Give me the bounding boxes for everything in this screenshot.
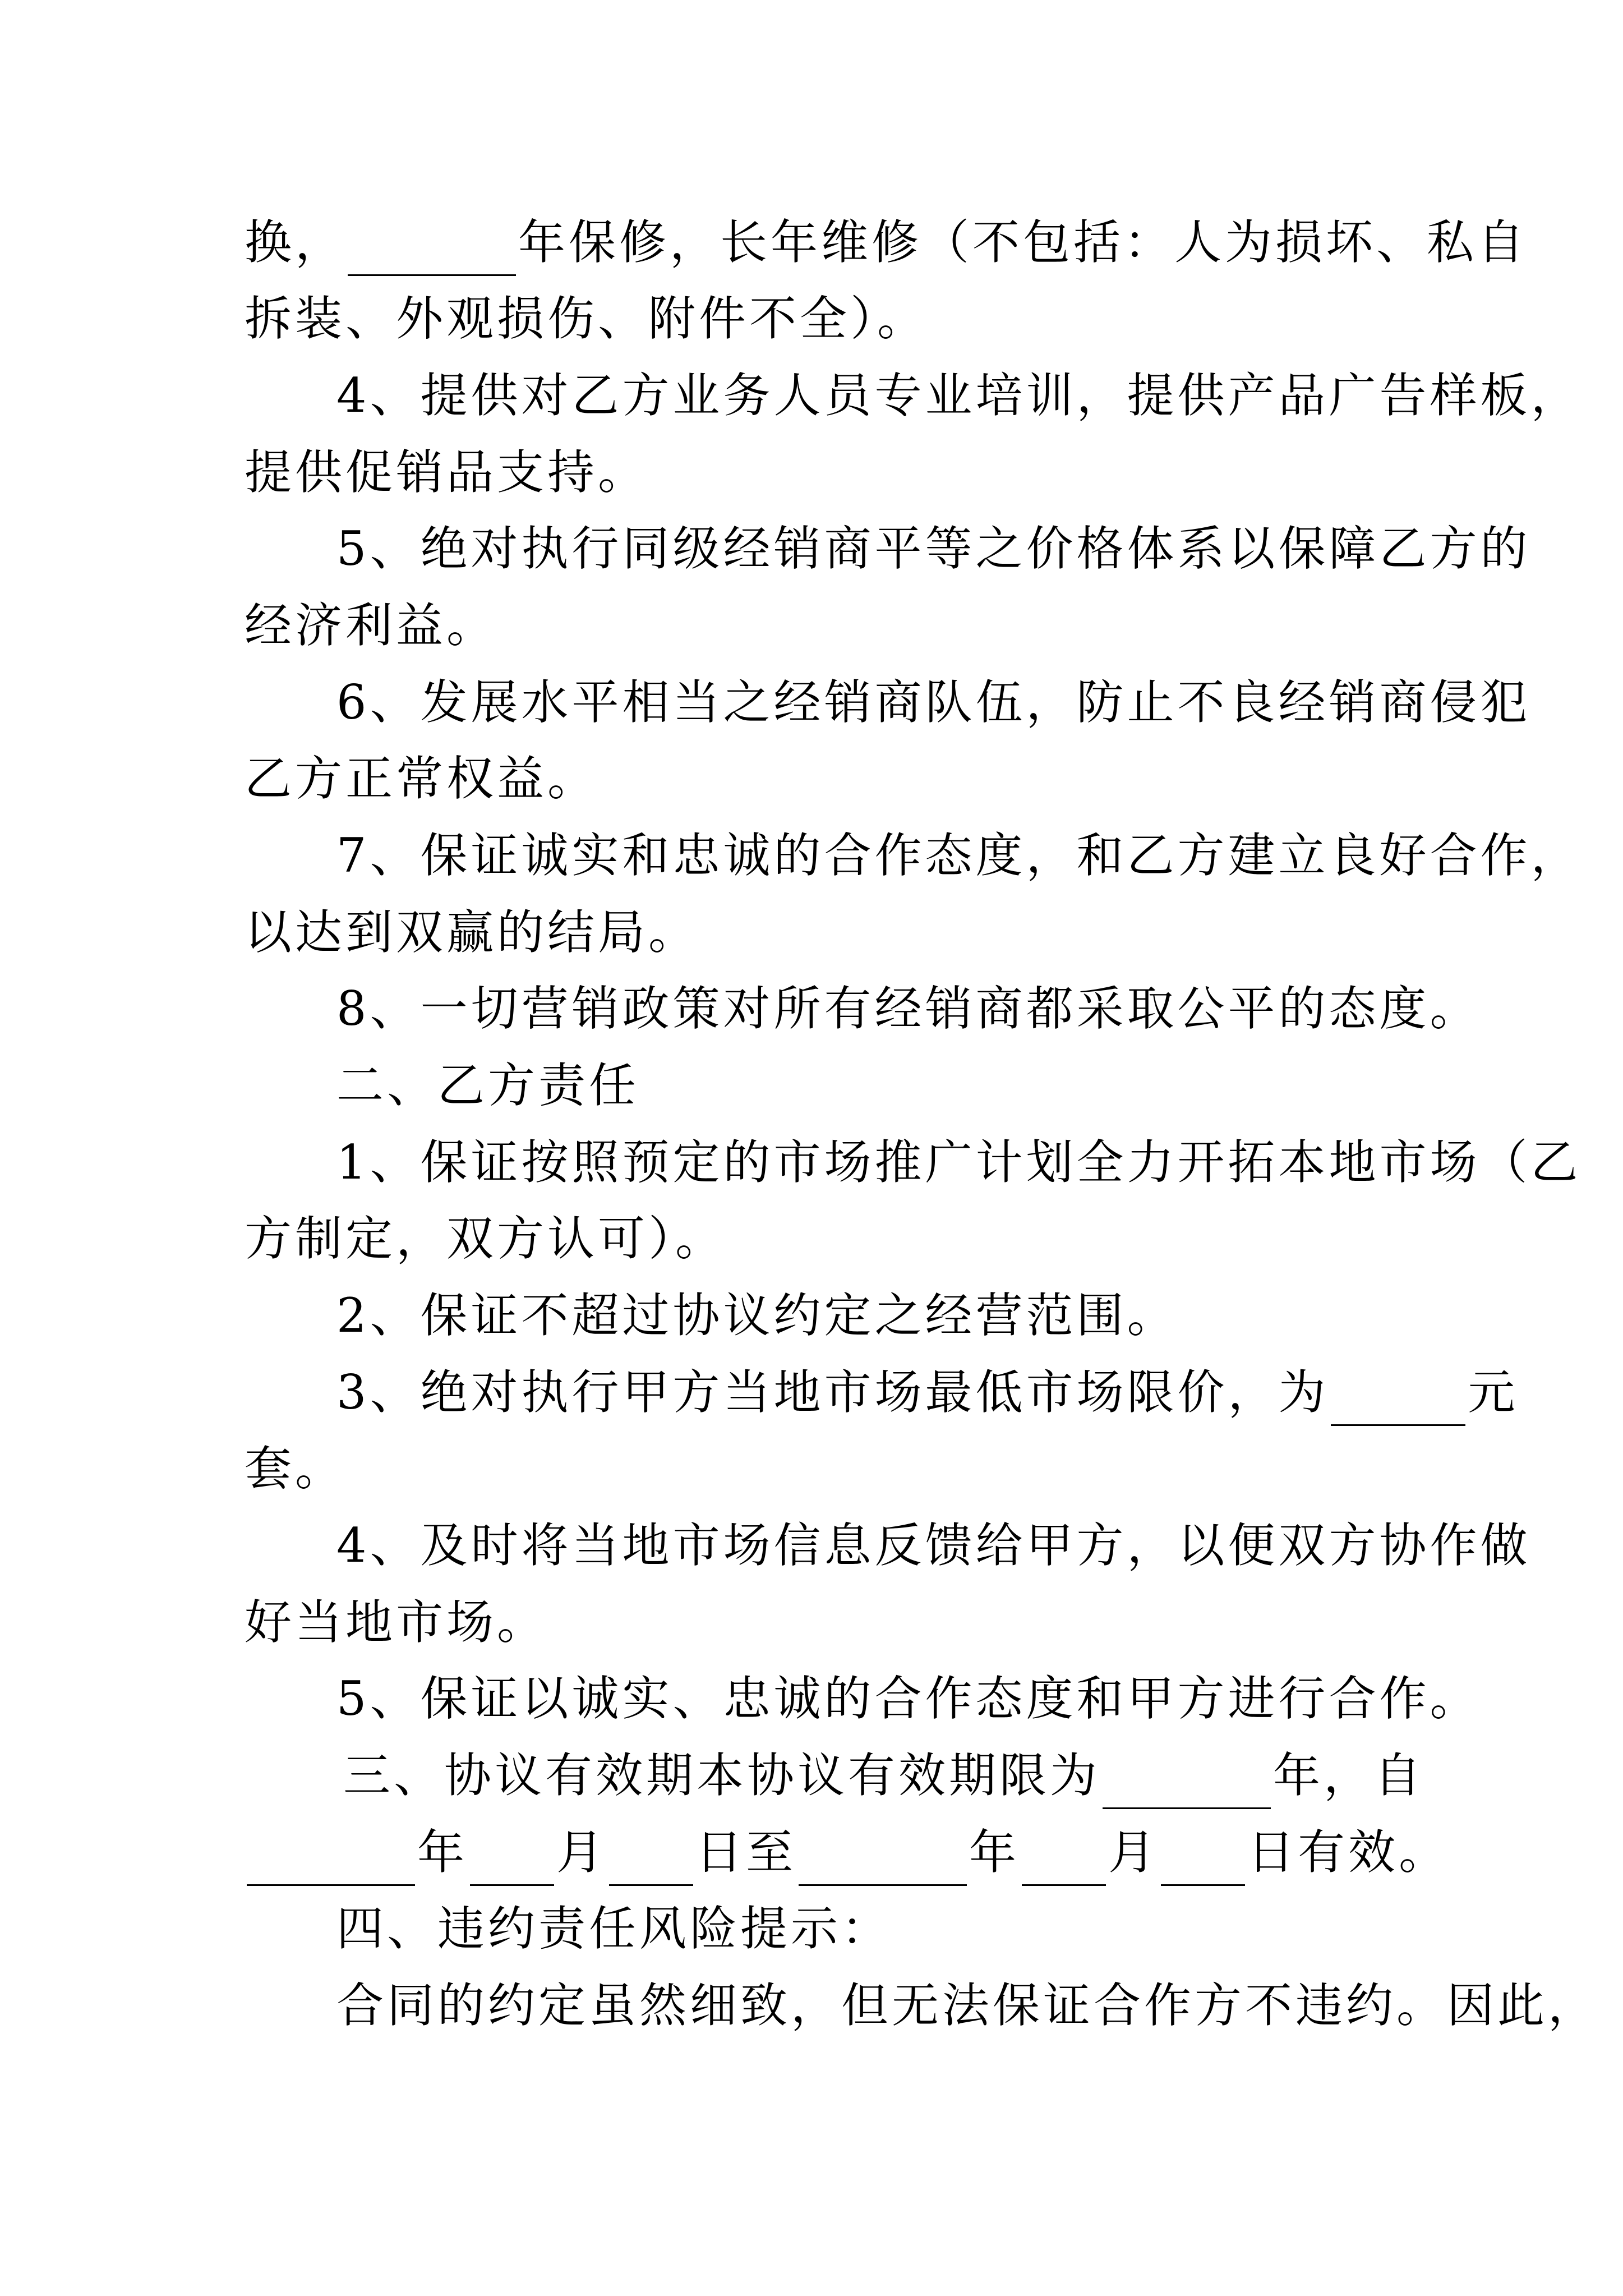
section-heading: 四、违约责任风险提示： xyxy=(336,1901,892,1956)
text-segment: 元 xyxy=(1468,1365,1519,1420)
text-line xyxy=(245,209,1528,276)
text-line: 方制定，双方认可）。 xyxy=(245,1211,726,1266)
text-segment: 年 xyxy=(417,1825,468,1880)
text-line: 8、一切营销政策对所有经销商都采取公平的态度。 xyxy=(336,981,1481,1036)
text-segment: 3、绝对执行甲方当地市场最低市场限价，为 xyxy=(336,1365,1329,1420)
blank-field xyxy=(470,1836,554,1886)
blank-field xyxy=(1022,1836,1106,1886)
text-line: 4、提供对乙方业务人员专业培训，提供产品广告样板， xyxy=(336,368,1581,423)
text-line: 拆装、外观损伤、附件不全）。 xyxy=(245,291,928,346)
section-heading xyxy=(343,1742,1425,1809)
text-line: 1、保证按照预定的市场推广计划全力开拓本地市场（乙 xyxy=(336,1135,1581,1190)
text-segment: 年保修，长年维修（不包括：人为损坏、私自 xyxy=(518,215,1528,270)
text-segment: 换， xyxy=(245,215,346,270)
text-line: 7、保证诚实和忠诚的合作态度，和乙方建立良好合作， xyxy=(336,828,1581,883)
blank-field xyxy=(799,1836,967,1886)
text-segment: 日至 xyxy=(695,1825,797,1880)
text-line: 5、绝对执行同级经销商平等之价格体系以保障乙方的 xyxy=(336,521,1531,576)
text-segment: 日有效。 xyxy=(1247,1825,1450,1880)
text-line: 6、发展水平相当之经销商队伍，防止不良经销商侵犯 xyxy=(336,675,1531,730)
blank-field xyxy=(348,226,516,276)
blank-field xyxy=(1161,1836,1245,1886)
text-line: 2、保证不超过协议约定之经营范围。 xyxy=(336,1288,1178,1343)
date-range-line xyxy=(245,1819,1450,1886)
blank-field xyxy=(609,1836,693,1886)
text-line: 乙方正常权益。 xyxy=(245,751,598,806)
section-heading: 二、乙方责任 xyxy=(336,1058,640,1113)
blank-field xyxy=(247,1836,415,1886)
text-line: 以达到双赢的结局。 xyxy=(245,905,699,960)
text-segment: 年，自 xyxy=(1273,1748,1425,1803)
text-segment: 月 xyxy=(556,1825,607,1880)
text-line: 合同的约定虽然细致，但无法保证合作方不违约。因此， xyxy=(336,1978,1599,2033)
blank-field xyxy=(1331,1376,1465,1426)
text-line: 4、及时将当地市场信息反馈给甲方，以便双方协作做 xyxy=(336,1518,1531,1573)
text-segment: 三、协议有效期本协议有效期限为 xyxy=(343,1748,1101,1803)
text-line: 好当地市场。 xyxy=(245,1595,548,1650)
text-segment: 月 xyxy=(1108,1825,1159,1880)
text-line xyxy=(336,1359,1519,1426)
text-line: 提供促销品支持。 xyxy=(245,445,649,500)
text-segment: 年 xyxy=(969,1825,1020,1880)
text-line: 经济利益。 xyxy=(245,598,497,653)
blank-field xyxy=(1103,1759,1271,1809)
text-line: 套。 xyxy=(245,1441,346,1496)
text-line: 5、保证以诚实、忠诚的合作态度和甲方进行合作。 xyxy=(336,1671,1481,1726)
